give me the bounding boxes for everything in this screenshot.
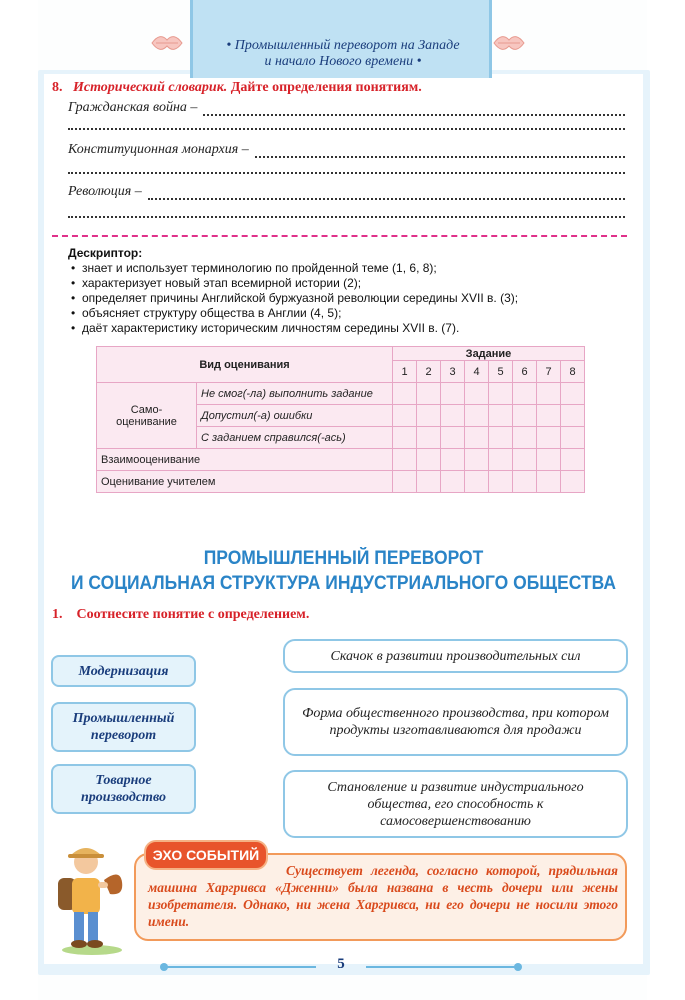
- grade-cell[interactable]: [465, 383, 489, 405]
- task-1-number: 1.: [52, 607, 63, 622]
- grade-cell[interactable]: [417, 383, 441, 405]
- self-assessment-label: Само- оценивание: [97, 383, 197, 449]
- grade-cell[interactable]: [513, 427, 537, 449]
- task-number: 8: [561, 361, 585, 383]
- right-margin: [647, 0, 685, 1000]
- grade-cell[interactable]: [393, 383, 417, 405]
- grade-cell[interactable]: [513, 405, 537, 427]
- descriptor-item: • объясняет структуру общества в Англии (4, 5);: [68, 306, 518, 321]
- term-line-civil-war: [68, 100, 625, 116]
- section-divider: [52, 235, 627, 237]
- grade-cell[interactable]: [393, 405, 417, 427]
- descriptor-item: • характеризует новый этап всемирной истории (2);: [68, 276, 518, 291]
- grade-cell[interactable]: [513, 471, 537, 493]
- term-line-revolution: [68, 184, 625, 200]
- topic-title: [68, 546, 619, 596]
- flower-ornament-left-icon: [150, 30, 184, 56]
- task-number: 4: [465, 361, 489, 383]
- descriptor-item: • определяет причины Английской буржуазной революции середины XVII в. (3);: [68, 291, 518, 306]
- grade-cell[interactable]: [537, 449, 561, 471]
- grade-cell[interactable]: [393, 471, 417, 493]
- header-line-1: • Промышленный переворот на Западе: [226, 38, 460, 53]
- answer-blank[interactable]: [203, 106, 625, 116]
- topic-title-line-1: ПРОМЫШЛЕННЫЙ ПЕРЕВОРОТ: [203, 548, 484, 569]
- term-line-constitutional-monarchy: [68, 142, 625, 158]
- grade-cell[interactable]: [537, 427, 561, 449]
- task-8-number: 8.: [52, 80, 63, 95]
- grade-cell[interactable]: [465, 449, 489, 471]
- answer-blank[interactable]: [148, 190, 625, 200]
- grade-cell[interactable]: [465, 427, 489, 449]
- col-header-task: Задание: [393, 347, 585, 361]
- definition-card-2[interactable]: Форма общественного производства, при котором продукты изготавливаются для продажи: [283, 688, 628, 756]
- task-number: 6: [513, 361, 537, 383]
- footer-dot-left: [160, 963, 168, 971]
- grade-cell[interactable]: [561, 427, 585, 449]
- task-number: 3: [441, 361, 465, 383]
- descriptor-item: • знает и использует терминологию по пройденной теме (1, 6, 8);: [68, 261, 518, 276]
- task-number: 2: [417, 361, 441, 383]
- answer-blank[interactable]: [255, 148, 625, 158]
- grade-cell[interactable]: [513, 449, 537, 471]
- task-8-heading: [52, 80, 422, 96]
- left-margin: [0, 0, 38, 1000]
- echo-events-badge: ЭХО СОБЫТИЙ: [144, 840, 268, 870]
- running-header: [198, 38, 488, 70]
- footer-line-left: [166, 966, 316, 968]
- grade-cell[interactable]: [561, 471, 585, 493]
- col-header-type: Вид оценивания: [97, 347, 393, 383]
- grade-cell[interactable]: [441, 427, 465, 449]
- grade-cell[interactable]: [489, 471, 513, 493]
- grade-cell[interactable]: [537, 471, 561, 493]
- task-number: 5: [489, 361, 513, 383]
- self-row-label: С заданием справился(-ась): [197, 427, 393, 449]
- topic-title-line-2: И СОЦИАЛЬНАЯ СТРУКТУРА ИНДУСТРИАЛЬНОГО ОБЩЕСТВА: [70, 573, 617, 594]
- grade-cell[interactable]: [441, 471, 465, 493]
- grade-cell[interactable]: [441, 405, 465, 427]
- grade-cell[interactable]: [561, 405, 585, 427]
- header-line-2: и начало Нового времени •: [264, 54, 422, 69]
- term-label: Революция –: [68, 184, 142, 199]
- descriptor-block: [68, 246, 518, 336]
- concept-card-industrial-revolution[interactable]: Промышленный переворот: [51, 702, 196, 752]
- grade-cell[interactable]: [465, 471, 489, 493]
- grade-cell[interactable]: [513, 383, 537, 405]
- echo-events-text: Существует легенда, согласно которой, прядильная машина Харгривса «Дженни» была названа в честь дочери или жены изобретателя. Однако, ни жена Харгривса, ни его дочери не носили этого имени.: [148, 863, 618, 929]
- descriptor-title: Дескриптор:: [68, 246, 143, 260]
- task-8-title: Исторический словарик.: [73, 80, 228, 95]
- grade-cell[interactable]: [417, 449, 441, 471]
- grade-cell[interactable]: [489, 449, 513, 471]
- footer-dot-right: [514, 963, 522, 971]
- task-1-text: Соотнесите понятие с определением.: [76, 607, 310, 622]
- self-row-label: Допустил(-а) ошибки: [197, 405, 393, 427]
- answer-blank[interactable]: [68, 128, 625, 130]
- descriptor-item: • даёт характеристику историческим личностям середины XVII в. (7).: [68, 321, 518, 336]
- grade-cell[interactable]: [441, 383, 465, 405]
- grade-cell[interactable]: [441, 449, 465, 471]
- grade-cell[interactable]: [561, 383, 585, 405]
- grade-cell[interactable]: [417, 471, 441, 493]
- task-number: 7: [537, 361, 561, 383]
- term-label: Конституционная монархия –: [68, 142, 249, 157]
- grade-cell[interactable]: [465, 405, 489, 427]
- grade-cell[interactable]: [537, 405, 561, 427]
- term-label: Гражданская война –: [68, 100, 198, 115]
- grade-cell[interactable]: [393, 427, 417, 449]
- grade-cell[interactable]: [417, 427, 441, 449]
- grade-cell[interactable]: [393, 449, 417, 471]
- teacher-assessment-label: Оценивание учителем: [97, 471, 393, 493]
- grade-cell[interactable]: [561, 449, 585, 471]
- task-number: 1: [393, 361, 417, 383]
- descriptor-list: [68, 261, 518, 336]
- self-row-label: Не смог(-ла) выполнить задание: [197, 383, 393, 405]
- grade-cell[interactable]: [417, 405, 441, 427]
- footer-line-right: [366, 966, 516, 968]
- assessment-table: [96, 346, 585, 493]
- answer-blank[interactable]: [68, 216, 625, 218]
- answer-blank[interactable]: [68, 172, 625, 174]
- definition-card-3[interactable]: Становление и развитие индустриального общества, его способность к самосовершенствованию: [283, 770, 628, 838]
- task-1-heading: [52, 607, 309, 623]
- task-8-instruction: Дайте определения понятиям.: [230, 80, 422, 95]
- concept-card-commodity-production[interactable]: Товарное производство: [51, 764, 196, 814]
- concept-card-modernization[interactable]: Модернизация: [51, 655, 196, 687]
- grade-cell[interactable]: [489, 383, 513, 405]
- flower-ornament-right-icon: [492, 30, 526, 56]
- definition-card-1[interactable]: Скачок в развитии производительных сил: [283, 639, 628, 673]
- child-explorer-illustration-icon: [50, 838, 134, 958]
- grade-cell[interactable]: [489, 427, 513, 449]
- grade-cell[interactable]: [489, 405, 513, 427]
- page-number: 5: [337, 956, 345, 972]
- grade-cell[interactable]: [537, 383, 561, 405]
- peer-assessment-label: Взаимооценивание: [97, 449, 393, 471]
